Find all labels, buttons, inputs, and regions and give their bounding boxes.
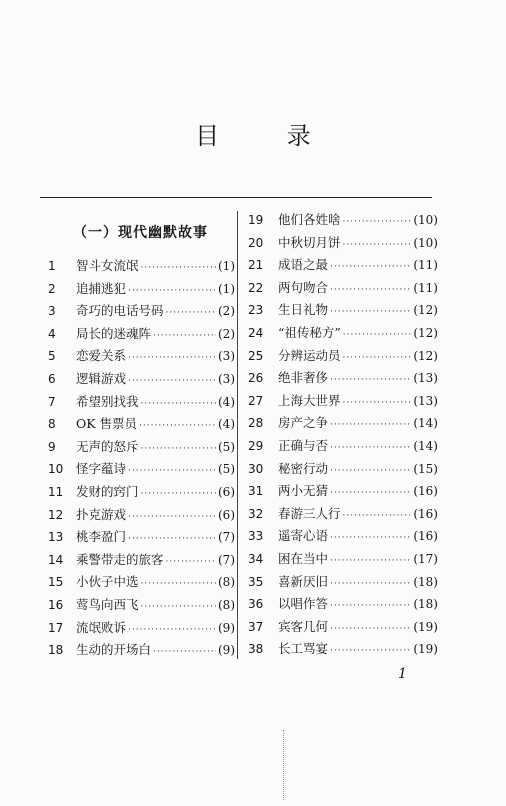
entry-number: 13 bbox=[48, 530, 64, 545]
entry-number: 22 bbox=[248, 280, 264, 295]
entry-leader-dots bbox=[141, 489, 216, 499]
toc-entry bbox=[248, 210, 438, 233]
entry-title: 中秋切月饼 bbox=[278, 234, 341, 250]
toc-entry bbox=[248, 459, 438, 482]
entry-leader-dots bbox=[128, 534, 216, 544]
toc-entry bbox=[248, 255, 438, 278]
entry-page: (16) bbox=[413, 529, 438, 544]
toc-entry bbox=[48, 572, 235, 595]
entry-title: 房产之争 bbox=[278, 415, 329, 431]
entry-page: (2) bbox=[218, 326, 235, 341]
entry-page: (12) bbox=[413, 325, 438, 340]
entry-number: 8 bbox=[48, 417, 56, 432]
entry-title: 发财的窍门 bbox=[76, 483, 139, 499]
toc-entry bbox=[248, 594, 438, 617]
entry-number: 7 bbox=[48, 394, 56, 409]
entry-page: (3) bbox=[218, 349, 235, 364]
toc-entry bbox=[48, 256, 235, 279]
entry-leader-dots bbox=[153, 331, 216, 341]
entry-title: 秘密行动 bbox=[278, 460, 329, 476]
entry-leader-dots bbox=[330, 466, 411, 476]
toc-entry bbox=[248, 572, 438, 595]
entry-number: 23 bbox=[248, 303, 264, 318]
section-heading: （一）现代幽默故事 bbox=[73, 225, 208, 241]
entry-leader-dots bbox=[141, 579, 216, 589]
entry-number: 16 bbox=[48, 597, 64, 612]
entry-page: (4) bbox=[218, 394, 235, 409]
entry-number: 21 bbox=[248, 258, 264, 273]
entry-title: 扑克游戏 bbox=[76, 506, 127, 522]
toc-entry bbox=[48, 482, 235, 505]
entry-leader-dots bbox=[330, 262, 411, 272]
entry-title: 希望别找我 bbox=[76, 393, 139, 409]
entry-number: 9 bbox=[48, 439, 56, 454]
entry-leader-dots bbox=[330, 533, 411, 543]
entry-title: 乘警带走的旅客 bbox=[76, 551, 164, 567]
toc-entry bbox=[248, 323, 438, 346]
entry-page: (4) bbox=[218, 417, 235, 432]
entry-leader-dots bbox=[330, 420, 411, 430]
entry-number: 20 bbox=[248, 235, 264, 250]
entry-page: (6) bbox=[218, 507, 235, 522]
entry-leader-dots bbox=[343, 511, 412, 521]
toc-entry bbox=[48, 618, 235, 641]
entry-leader-dots bbox=[330, 488, 411, 498]
entry-leader-dots bbox=[166, 308, 216, 318]
entry-leader-dots bbox=[330, 624, 411, 634]
entry-leader-dots bbox=[141, 263, 216, 273]
entry-title: 奇巧的电话号码 bbox=[76, 303, 164, 319]
entry-number: 15 bbox=[48, 575, 64, 590]
toc-entry bbox=[48, 301, 235, 324]
entry-number: 2 bbox=[48, 281, 56, 296]
entry-number: 35 bbox=[248, 574, 264, 589]
entry-number: 12 bbox=[48, 507, 64, 522]
entry-title: 桃李盈门 bbox=[76, 529, 127, 545]
column-divider bbox=[237, 211, 238, 659]
entry-number: 25 bbox=[248, 348, 264, 363]
entry-page: (1) bbox=[218, 281, 235, 296]
entry-title: 成语之最 bbox=[278, 257, 329, 273]
entry-page: (7) bbox=[218, 552, 235, 567]
entry-page: (17) bbox=[413, 551, 438, 566]
entry-leader-dots bbox=[139, 421, 216, 431]
entry-title: 绝非奢侈 bbox=[278, 370, 329, 386]
entry-leader-dots bbox=[330, 556, 411, 566]
page-crease bbox=[283, 730, 284, 800]
entry-leader-dots bbox=[141, 444, 216, 454]
entry-title: “祖传秘方” bbox=[278, 324, 341, 340]
entry-page: (19) bbox=[413, 642, 438, 657]
entry-title: 智斗女流氓 bbox=[76, 258, 139, 273]
entry-number: 26 bbox=[248, 371, 264, 386]
toc-entry bbox=[48, 437, 235, 460]
entry-title: 正确与否 bbox=[278, 437, 329, 453]
entry-number: 19 bbox=[248, 213, 264, 227]
entry-title: 追捕逃犯 bbox=[76, 280, 127, 296]
entry-title: 以唱作答 bbox=[278, 596, 329, 612]
toc-entry bbox=[248, 549, 438, 572]
entry-title: 小伙子中选 bbox=[76, 574, 139, 590]
entry-page: (9) bbox=[218, 643, 235, 658]
entry-title: 恋爱关系 bbox=[76, 348, 127, 364]
entry-page: (10) bbox=[413, 213, 438, 227]
entry-number: 3 bbox=[48, 304, 56, 319]
entry-page: (18) bbox=[413, 597, 438, 612]
toc-entry bbox=[248, 617, 438, 640]
entry-page: (13) bbox=[413, 371, 438, 386]
entry-number: 24 bbox=[248, 325, 264, 340]
entry-number: 38 bbox=[248, 642, 264, 657]
entry-leader-dots bbox=[128, 353, 216, 363]
entry-title: 生日礼物 bbox=[278, 302, 329, 318]
toc-entry bbox=[248, 346, 438, 369]
entry-number: 18 bbox=[48, 643, 64, 658]
toc-entry bbox=[48, 279, 235, 302]
entry-leader-dots bbox=[343, 240, 412, 250]
entry-leader-dots bbox=[343, 353, 412, 363]
toc-entry bbox=[248, 526, 438, 549]
entry-title: 逻辑游戏 bbox=[76, 370, 127, 386]
toc-entry bbox=[248, 639, 438, 662]
entry-page: (8) bbox=[218, 575, 235, 590]
entry-number: 32 bbox=[248, 506, 264, 521]
entry-leader-dots bbox=[153, 647, 216, 657]
entry-page: (11) bbox=[413, 258, 438, 273]
entry-title: 无声的怒斥 bbox=[76, 438, 139, 454]
entry-title: 莺鸟向西飞 bbox=[76, 596, 139, 612]
toc-entry bbox=[248, 368, 438, 391]
entry-title: 生动的开场白 bbox=[76, 642, 152, 658]
toc-entry bbox=[48, 324, 235, 347]
entry-page: (3) bbox=[218, 371, 235, 386]
toc-entry bbox=[48, 505, 235, 528]
entry-page: (13) bbox=[413, 393, 438, 408]
entry-number: 5 bbox=[48, 349, 56, 364]
entry-title: 局长的迷魂阵 bbox=[76, 325, 152, 341]
entry-leader-dots bbox=[141, 602, 216, 612]
entry-page: (11) bbox=[413, 280, 438, 295]
toc-entry bbox=[48, 414, 235, 437]
entry-number: 37 bbox=[248, 619, 264, 634]
page-title: 目 录 bbox=[195, 122, 341, 150]
toc-entry bbox=[48, 550, 235, 573]
toc-entry bbox=[248, 504, 438, 527]
entry-title: 他们各姓啥 bbox=[278, 212, 341, 227]
entry-leader-dots bbox=[330, 375, 411, 385]
entry-page: (16) bbox=[413, 506, 438, 521]
entry-leader-dots bbox=[330, 307, 411, 317]
entry-title: 长工骂宴 bbox=[278, 641, 329, 657]
toc-entry bbox=[248, 436, 438, 459]
entry-page: (7) bbox=[218, 530, 235, 545]
toc-entry bbox=[48, 392, 235, 415]
entry-title: OK 售票员 bbox=[76, 416, 138, 432]
toc-entry bbox=[48, 459, 235, 482]
entry-number: 1 bbox=[48, 259, 56, 273]
entry-number: 4 bbox=[48, 326, 56, 341]
toc-entry bbox=[248, 391, 438, 414]
entry-number: 31 bbox=[248, 484, 264, 499]
entry-title: 遥寄心语 bbox=[278, 528, 329, 544]
entry-leader-dots bbox=[128, 512, 216, 522]
entry-page: (15) bbox=[413, 461, 438, 476]
entry-leader-dots bbox=[343, 398, 412, 408]
entry-leader-dots bbox=[166, 557, 216, 567]
entry-number: 27 bbox=[248, 393, 264, 408]
entry-page: (18) bbox=[413, 574, 438, 589]
entry-title: 宾客几何 bbox=[278, 618, 329, 634]
entry-page: (19) bbox=[413, 619, 438, 634]
toc-entry bbox=[248, 278, 438, 301]
entry-page: (5) bbox=[218, 462, 235, 477]
entry-number: 28 bbox=[248, 416, 264, 431]
entry-leader-dots bbox=[330, 579, 411, 589]
toc-entry bbox=[48, 595, 235, 618]
entry-page: (2) bbox=[218, 304, 235, 319]
entry-leader-dots bbox=[343, 217, 412, 227]
entry-page: (9) bbox=[218, 620, 235, 635]
toc-entry bbox=[248, 233, 438, 256]
entry-page: (16) bbox=[413, 484, 438, 499]
toc-entry bbox=[248, 481, 438, 504]
entry-leader-dots bbox=[128, 286, 216, 296]
entry-number: 33 bbox=[248, 529, 264, 544]
toc-right-column bbox=[248, 210, 438, 662]
entry-number: 30 bbox=[248, 461, 264, 476]
entry-leader-dots bbox=[330, 443, 411, 453]
entry-leader-dots bbox=[128, 376, 216, 386]
entry-leader-dots bbox=[330, 285, 411, 295]
entry-title: 困在当中 bbox=[278, 550, 329, 566]
toc-entry bbox=[48, 527, 235, 550]
entry-title: 两小无猜 bbox=[278, 483, 329, 499]
entry-leader-dots bbox=[128, 625, 216, 635]
entry-title: 上海大世界 bbox=[278, 392, 341, 408]
entry-number: 36 bbox=[248, 597, 264, 612]
entry-page: (1) bbox=[218, 259, 235, 273]
entry-leader-dots bbox=[141, 399, 216, 409]
entry-page: (14) bbox=[413, 416, 438, 431]
entry-page: (6) bbox=[218, 484, 235, 499]
page-number: 1 bbox=[398, 666, 407, 682]
entry-title: 两句吻合 bbox=[278, 279, 329, 295]
entry-number: 34 bbox=[248, 551, 264, 566]
entry-leader-dots bbox=[343, 330, 412, 340]
entry-page: (12) bbox=[413, 348, 438, 363]
entry-title: 流氓败诉 bbox=[76, 619, 127, 635]
toc-entry bbox=[48, 369, 235, 392]
entry-page: (5) bbox=[218, 439, 235, 454]
entry-number: 14 bbox=[48, 552, 64, 567]
entry-number: 29 bbox=[248, 438, 264, 453]
entry-title: 分辨运动员 bbox=[278, 347, 341, 363]
header-rule bbox=[40, 197, 432, 198]
entry-leader-dots bbox=[330, 646, 411, 656]
entry-leader-dots bbox=[128, 466, 216, 476]
entry-number: 6 bbox=[48, 371, 56, 386]
toc-entry bbox=[248, 413, 438, 436]
entry-title: 春游三人行 bbox=[278, 505, 341, 521]
toc-entry bbox=[248, 300, 438, 323]
entry-number: 10 bbox=[48, 462, 64, 477]
toc-left-column bbox=[48, 256, 235, 663]
entry-page: (8) bbox=[218, 597, 235, 612]
entry-number: 11 bbox=[48, 484, 64, 499]
toc-entry bbox=[48, 640, 235, 663]
entry-title: 怪字蕴诗 bbox=[76, 461, 127, 477]
entry-page: (12) bbox=[413, 303, 438, 318]
entry-title: 喜新厌旧 bbox=[278, 573, 329, 589]
entry-number: 17 bbox=[48, 620, 64, 635]
toc-entry bbox=[48, 346, 235, 369]
entry-page: (14) bbox=[413, 438, 438, 453]
entry-page: (10) bbox=[413, 235, 438, 250]
entry-leader-dots bbox=[330, 601, 411, 611]
